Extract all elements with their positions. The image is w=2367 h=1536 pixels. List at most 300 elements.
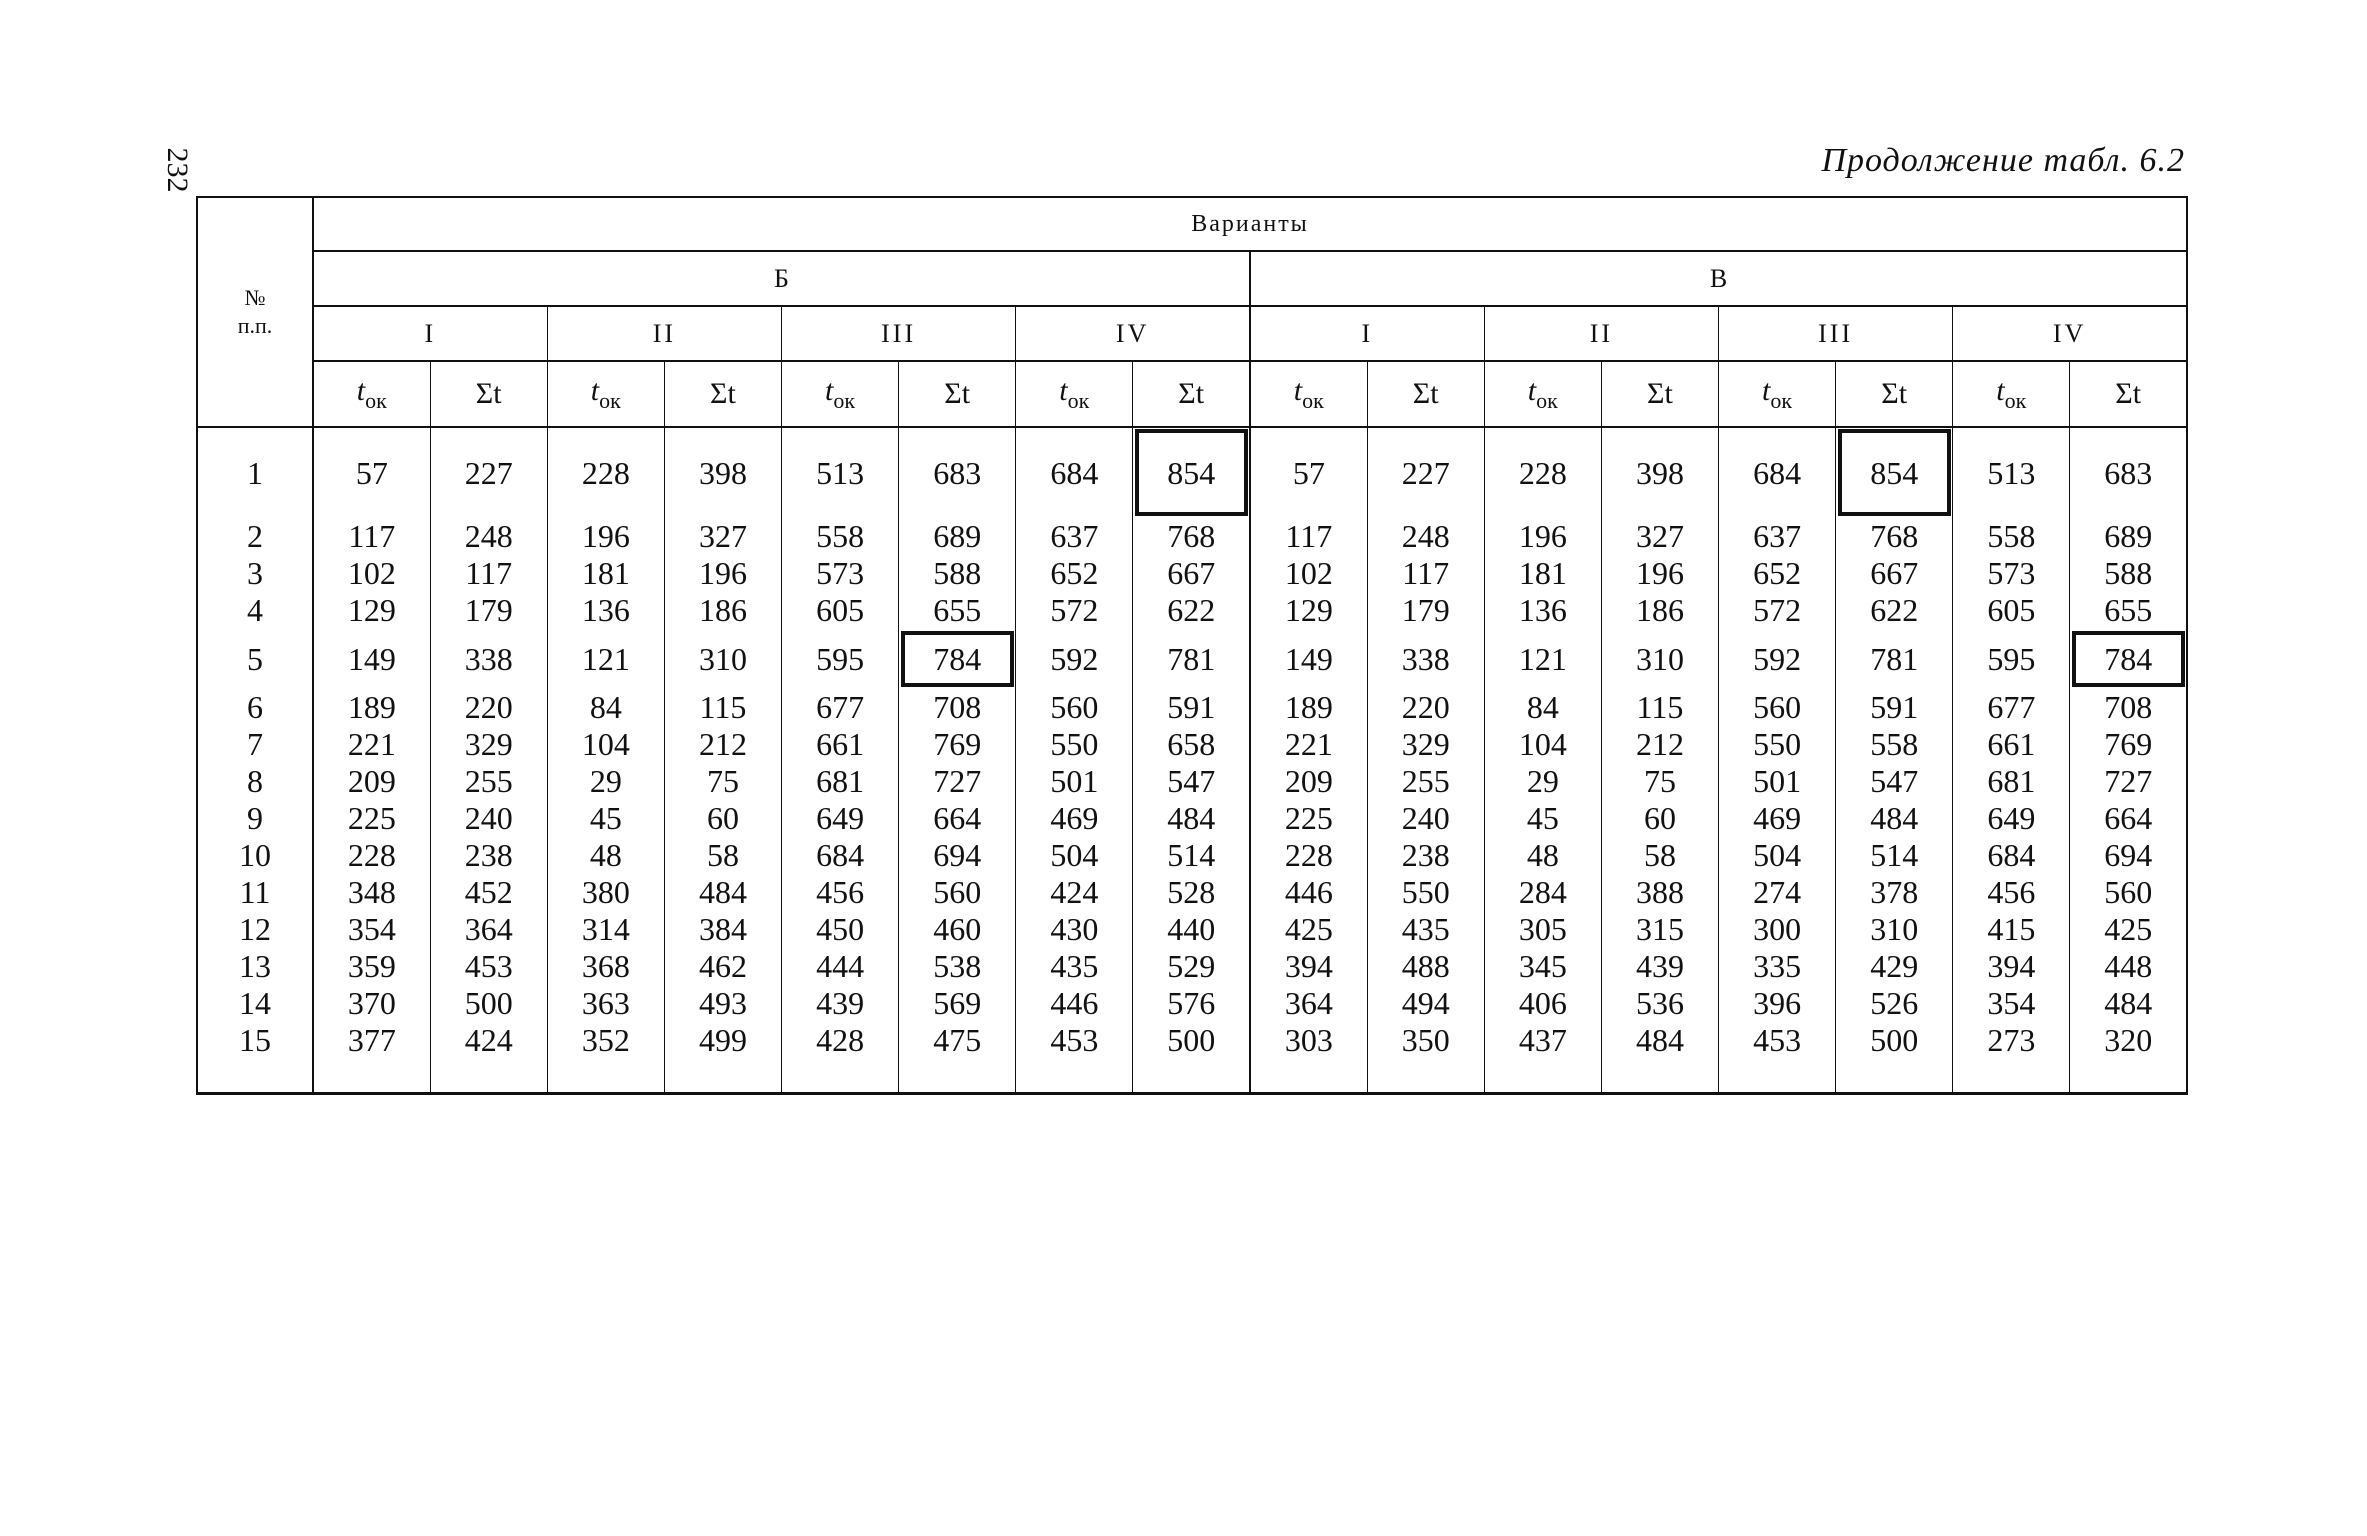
table-cell: 595 [1953, 629, 2070, 689]
table-cell: 227 [1367, 427, 1484, 518]
table-cell: 221 [313, 726, 430, 763]
table-cell: 186 [664, 592, 781, 629]
table-cell: 494 [1367, 985, 1484, 1022]
table-cell: 255 [430, 763, 547, 800]
table-cell: 439 [782, 985, 899, 1022]
table-cell: 453 [1016, 1022, 1133, 1094]
table-cell: 58 [1601, 837, 1718, 874]
table-cell: 338 [430, 629, 547, 689]
table-cell: 456 [782, 874, 899, 911]
table-cell: 364 [1250, 985, 1367, 1022]
table-cell: 500 [1836, 1022, 1953, 1094]
table-cell: 354 [313, 911, 430, 948]
table-cell: 248 [430, 518, 547, 555]
table-cell: 462 [664, 948, 781, 985]
column-header-sum-t: Σt [430, 361, 547, 427]
table-cell: 708 [899, 689, 1016, 726]
table-cell: 181 [1484, 555, 1601, 592]
table-cell: 274 [1719, 874, 1836, 911]
table-cell: 661 [1953, 726, 2070, 763]
column-header-t-subscript: ок [1536, 388, 1558, 413]
column-header-sum-t: Σt [2070, 361, 2187, 427]
table-cell: 117 [1367, 555, 1484, 592]
table-cell: 591 [1133, 689, 1250, 726]
table-cell: 453 [430, 948, 547, 985]
table-cell: 354 [1953, 985, 2070, 1022]
group-header-b: Б [313, 251, 1250, 306]
table-cell: 179 [1367, 592, 1484, 629]
column-header-t-subscript: ок [833, 388, 856, 413]
table-cell: 398 [664, 427, 781, 518]
column-header-sum-t: Σt [1367, 361, 1484, 427]
table-cell: 209 [313, 763, 430, 800]
table-cell: 504 [1016, 837, 1133, 874]
column-header-t-ok [1250, 361, 1367, 427]
table-cell: 284 [1484, 874, 1601, 911]
table-cell: 558 [1953, 518, 2070, 555]
table-cell: 189 [313, 689, 430, 726]
row-number-cell: 11 [197, 874, 313, 911]
table-cell: 637 [1719, 518, 1836, 555]
table-cell: 560 [899, 874, 1016, 911]
row-number-cell: 14 [197, 985, 313, 1022]
table-cell: 248 [1367, 518, 1484, 555]
subgroup-header: IV [1016, 306, 1250, 361]
table-cell: 444 [782, 948, 899, 985]
table-cell: 310 [1836, 911, 1953, 948]
table-cell: 514 [1836, 837, 1953, 874]
table-cell: 595 [782, 629, 899, 689]
table-cell: 667 [1133, 555, 1250, 592]
table-cell: 529 [1133, 948, 1250, 985]
table-cell: 437 [1484, 1022, 1601, 1094]
column-header-t-ok [1484, 361, 1601, 427]
table-cell: 179 [430, 592, 547, 629]
table-cell: 727 [2104, 763, 2153, 799]
row-number-cell: 15 [197, 1022, 313, 1094]
table-cell: 45 [547, 800, 664, 837]
table-cell: 450 [782, 911, 899, 948]
table-cell: 784 [2070, 629, 2187, 689]
table-cell: 430 [1016, 911, 1133, 948]
table-cell: 560 [1719, 689, 1836, 726]
table-cell: 576 [1133, 985, 1250, 1022]
table-cell: 484 [1133, 800, 1250, 837]
table-cell: 768 [1836, 518, 1953, 555]
table-cell: 345 [1484, 948, 1601, 985]
table-row [197, 985, 2187, 1022]
subgroup-header: IV [1953, 306, 2187, 361]
table-cell: 117 [1250, 518, 1367, 555]
table-cell: 536 [1601, 985, 1718, 1022]
table-cell: 196 [1484, 518, 1601, 555]
table-cell: 655 [899, 592, 1016, 629]
table-cell: 104 [547, 726, 664, 763]
table-cell: 484 [1836, 800, 1953, 837]
table-cell: 768 [1133, 518, 1250, 555]
subgroup-header: III [1719, 306, 1953, 361]
table-cell: 684 [782, 837, 899, 874]
table-cell: 572 [1016, 592, 1133, 629]
table-row [197, 689, 2187, 726]
table-cell: 500 [1133, 1022, 1250, 1094]
table-cell: 769 [2104, 726, 2153, 762]
column-header-t-symbol: t [1059, 374, 1068, 407]
table-row [197, 874, 2187, 911]
table-row [197, 592, 2187, 629]
table-cell: 60 [1601, 800, 1718, 837]
table-cell: 398 [1601, 427, 1718, 518]
table-cell: 493 [664, 985, 781, 1022]
table-row [197, 518, 2187, 555]
table-cell: 305 [1484, 911, 1601, 948]
table-cell: 547 [1836, 763, 1953, 800]
table-cell: 228 [313, 837, 430, 874]
column-header-t-symbol: t [1996, 374, 2005, 407]
table-cell: 338 [1367, 629, 1484, 689]
table-cell: 514 [1133, 837, 1250, 874]
row-number-cell: 12 [197, 911, 313, 948]
table-caption: Продолжение табл. 6.2 [1821, 142, 2185, 179]
column-header-t-symbol: t [825, 374, 834, 407]
table-cell: 221 [1250, 726, 1367, 763]
column-header-t-symbol: t [356, 374, 366, 407]
table-cell: 439 [1601, 948, 1718, 985]
table-cell: 415 [1953, 911, 2070, 948]
table-cell: 689 [899, 518, 1016, 555]
table-cell: 605 [782, 592, 899, 629]
table-cell: 694 [899, 837, 1016, 874]
table-cell: 58 [664, 837, 781, 874]
table-cell: 60 [664, 800, 781, 837]
table-cell: 500 [430, 985, 547, 1022]
table-cell: 394 [1250, 948, 1367, 985]
table-cell: 378 [1836, 874, 1953, 911]
table-cell: 664 [899, 800, 1016, 837]
column-header-t-ok [782, 361, 899, 427]
table-cell: 547 [1133, 763, 1250, 800]
column-header-t-subscript: ок [2004, 388, 2027, 413]
table-cell: 149 [313, 629, 430, 689]
table-row [197, 427, 2187, 518]
table-cell: 689 [2104, 518, 2153, 554]
table-cell: 48 [547, 837, 664, 874]
table-cell: 440 [1133, 911, 1250, 948]
table-cell: 684 [1953, 837, 2070, 874]
table-cell: 186 [1601, 592, 1718, 629]
table-cell: 377 [313, 1022, 430, 1094]
table-cell: 708 [2104, 689, 2153, 725]
table-cell: 684 [1719, 427, 1836, 518]
table-cell: 429 [1836, 948, 1953, 985]
table-cell: 727 [899, 763, 1016, 800]
table-cell: 528 [1133, 874, 1250, 911]
row-number-header [197, 197, 313, 427]
table-cell: 854 [1133, 427, 1250, 518]
table-cell: 453 [1719, 1022, 1836, 1094]
group-header-v: В [1250, 251, 2187, 306]
row-number-cell: 7 [197, 726, 313, 763]
table-row [197, 837, 2187, 874]
row-number-cell: 13 [197, 948, 313, 985]
column-header-t-subscript: ок [1067, 388, 1090, 413]
table-cell: 273 [1953, 1022, 2070, 1094]
table-cell: 129 [313, 592, 430, 629]
table-cell: 591 [1836, 689, 1953, 726]
table-cell: 225 [1250, 800, 1367, 837]
table-cell: 460 [899, 911, 1016, 948]
table-cell: 189 [1250, 689, 1367, 726]
table-row [197, 948, 2187, 985]
table-cell: 320 [2104, 1022, 2153, 1058]
table-cell: 75 [664, 763, 781, 800]
table-cell: 196 [1601, 555, 1718, 592]
table-cell: 384 [664, 911, 781, 948]
table-cell: 681 [782, 763, 899, 800]
table-cell: 649 [782, 800, 899, 837]
table-cell: 448 [2104, 948, 2153, 984]
table-cell: 513 [782, 427, 899, 518]
table-cell: 181 [547, 555, 664, 592]
table-cell: 456 [1953, 874, 2070, 911]
column-header-t-symbol: t [1527, 374, 1537, 407]
table-cell: 335 [1719, 948, 1836, 985]
row-number-cell: 6 [197, 689, 313, 726]
table-cell: 327 [664, 518, 781, 555]
column-header-sum-t: Σt [1601, 361, 1718, 427]
table-cell: 592 [1016, 629, 1133, 689]
table-cell: 424 [1016, 874, 1133, 911]
table-cell: 781 [1836, 629, 1953, 689]
table-row [197, 763, 2187, 800]
table-cell: 310 [664, 629, 781, 689]
table-cell: 45 [1484, 800, 1601, 837]
table-row [197, 800, 2187, 837]
table-cell: 48 [1484, 837, 1601, 874]
table-cell: 352 [547, 1022, 664, 1094]
table-cell: 115 [1601, 689, 1718, 726]
table-cell: 484 [1601, 1022, 1718, 1094]
table-row [197, 629, 2187, 689]
row-number-cell: 1 [197, 427, 313, 518]
page-number: 232 [161, 147, 194, 193]
table-cell: 469 [1719, 800, 1836, 837]
table-cell: 136 [547, 592, 664, 629]
table-cell: 29 [1484, 763, 1601, 800]
table-cell: 501 [1719, 763, 1836, 800]
table-cell: 364 [430, 911, 547, 948]
table-cell: 655 [2104, 592, 2153, 628]
table-cell: 314 [547, 911, 664, 948]
row-number-cell: 5 [197, 629, 313, 689]
data-table [196, 196, 2188, 1095]
table-cell: 380 [547, 874, 664, 911]
column-header-t-symbol: t [590, 374, 600, 407]
row-number-cell: 8 [197, 763, 313, 800]
table-cell: 452 [430, 874, 547, 911]
table-cell: 658 [1133, 726, 1250, 763]
table-cell: 350 [1367, 1022, 1484, 1094]
table-cell: 428 [782, 1022, 899, 1094]
column-header-t-subscript: ок [365, 388, 387, 413]
table-cell: 560 [2104, 874, 2153, 910]
variants-header: Варианты [313, 197, 2187, 251]
table-cell: 238 [430, 837, 547, 874]
table-cell: 424 [430, 1022, 547, 1094]
table-cell: 255 [1367, 763, 1484, 800]
table-cell: 538 [899, 948, 1016, 985]
table-cell: 136 [1484, 592, 1601, 629]
table-cell: 684 [1016, 427, 1133, 518]
table-cell: 588 [899, 555, 1016, 592]
table-cell: 209 [1250, 763, 1367, 800]
table-cell: 652 [1719, 555, 1836, 592]
table-cell: 129 [1250, 592, 1367, 629]
subgroup-header: III [782, 306, 1016, 361]
table-cell: 359 [313, 948, 430, 985]
table-cell: 57 [313, 427, 430, 518]
row-number-cell: 10 [197, 837, 313, 874]
column-header-sum-t: Σt [1836, 361, 1953, 427]
table-cell: 238 [1367, 837, 1484, 874]
table-cell: 149 [1250, 629, 1367, 689]
table-cell: 784 [899, 629, 1016, 689]
table-cell: 573 [1953, 555, 2070, 592]
column-header-sum-t: Σt [664, 361, 781, 427]
column-header-t-subscript: ок [1302, 388, 1324, 413]
table-cell: 622 [1133, 592, 1250, 629]
column-header-sum-t: Σt [899, 361, 1016, 427]
table-cell: 84 [1484, 689, 1601, 726]
table-cell: 488 [1367, 948, 1484, 985]
table-row [197, 911, 2187, 948]
table-cell: 115 [664, 689, 781, 726]
table-cell: 220 [430, 689, 547, 726]
table-cell: 227 [430, 427, 547, 518]
table-cell: 104 [1484, 726, 1601, 763]
table-cell: 501 [1016, 763, 1133, 800]
table-cell: 513 [1953, 427, 2070, 518]
table-cell: 683 [2104, 454, 2153, 491]
row-number-cell: 3 [197, 555, 313, 592]
table-cell: 75 [1601, 763, 1718, 800]
table-cell: 363 [547, 985, 664, 1022]
table-cell: 228 [1250, 837, 1367, 874]
column-header-t-ok [1719, 361, 1836, 427]
table-cell: 394 [1953, 948, 2070, 985]
subgroup-header: II [1484, 306, 1718, 361]
subgroup-header: II [547, 306, 781, 361]
table-cell: 550 [1719, 726, 1836, 763]
table-cell: 558 [782, 518, 899, 555]
subgroup-header: I [313, 306, 547, 361]
table-cell: 664 [2104, 800, 2153, 836]
column-header-t-subscript: ок [1770, 388, 1793, 413]
table-cell: 240 [430, 800, 547, 837]
column-header-t-subscript: ок [599, 388, 621, 413]
table-cell: 569 [899, 985, 1016, 1022]
table-cell: 29 [547, 763, 664, 800]
table-cell: 57 [1250, 427, 1367, 518]
row-number-label: № п.п. [237, 285, 273, 338]
table-cell: 240 [1367, 800, 1484, 837]
table-cell: 677 [782, 689, 899, 726]
table-cell: 475 [899, 1022, 1016, 1094]
table-cell: 388 [1601, 874, 1718, 911]
table-row [197, 726, 2187, 763]
table-cell: 560 [1016, 689, 1133, 726]
table-cell: 683 [899, 427, 1016, 518]
table-cell: 121 [1484, 629, 1601, 689]
table-cell: 469 [1016, 800, 1133, 837]
table-cell: 228 [1484, 427, 1601, 518]
column-header-t-symbol: t [1293, 374, 1303, 407]
table-cell: 212 [664, 726, 781, 763]
table-cell: 396 [1719, 985, 1836, 1022]
table-cell: 348 [313, 874, 430, 911]
table-row [197, 555, 2187, 592]
table-cell: 588 [2104, 555, 2153, 591]
table-cell: 781 [1133, 629, 1250, 689]
table-cell: 572 [1719, 592, 1836, 629]
table-cell: 425 [1250, 911, 1367, 948]
table-cell: 661 [782, 726, 899, 763]
table-cell: 117 [313, 518, 430, 555]
table-cell: 212 [1601, 726, 1718, 763]
table-cell: 196 [547, 518, 664, 555]
table-cell: 446 [1250, 874, 1367, 911]
table-cell: 573 [782, 555, 899, 592]
table-cell: 303 [1250, 1022, 1367, 1094]
column-header-t-ok [1016, 361, 1133, 427]
table-cell: 310 [1601, 629, 1718, 689]
table-cell: 425 [2104, 911, 2153, 947]
row-number-cell: 2 [197, 518, 313, 555]
row-number-cell: 4 [197, 592, 313, 629]
table-cell: 220 [1367, 689, 1484, 726]
table-cell: 484 [2104, 985, 2153, 1021]
table-cell: 225 [313, 800, 430, 837]
table-cell: 196 [664, 555, 781, 592]
column-header-t-ok [1953, 361, 2070, 427]
table-cell: 435 [1367, 911, 1484, 948]
table-cell: 300 [1719, 911, 1836, 948]
table-cell: 228 [547, 427, 664, 518]
table-cell: 406 [1484, 985, 1601, 1022]
column-header-t-ok [547, 361, 664, 427]
table-cell: 446 [1016, 985, 1133, 1022]
row-number-cell: 9 [197, 800, 313, 837]
table-cell: 368 [547, 948, 664, 985]
table-cell: 558 [1836, 726, 1953, 763]
table-cell: 329 [1367, 726, 1484, 763]
table-cell: 649 [1953, 800, 2070, 837]
table-cell: 435 [1016, 948, 1133, 985]
table-cell: 652 [1016, 555, 1133, 592]
table-cell: 592 [1719, 629, 1836, 689]
table-cell: 667 [1836, 555, 1953, 592]
table-cell: 854 [1836, 427, 1953, 518]
table-cell: 605 [1953, 592, 2070, 629]
table-cell: 84 [547, 689, 664, 726]
table-cell: 499 [664, 1022, 781, 1094]
column-header-t-symbol: t [1762, 374, 1771, 407]
table-cell: 121 [547, 629, 664, 689]
table-cell: 769 [899, 726, 1016, 763]
table-cell: 550 [1367, 874, 1484, 911]
table-cell: 370 [313, 985, 430, 1022]
table-cell: 117 [430, 555, 547, 592]
